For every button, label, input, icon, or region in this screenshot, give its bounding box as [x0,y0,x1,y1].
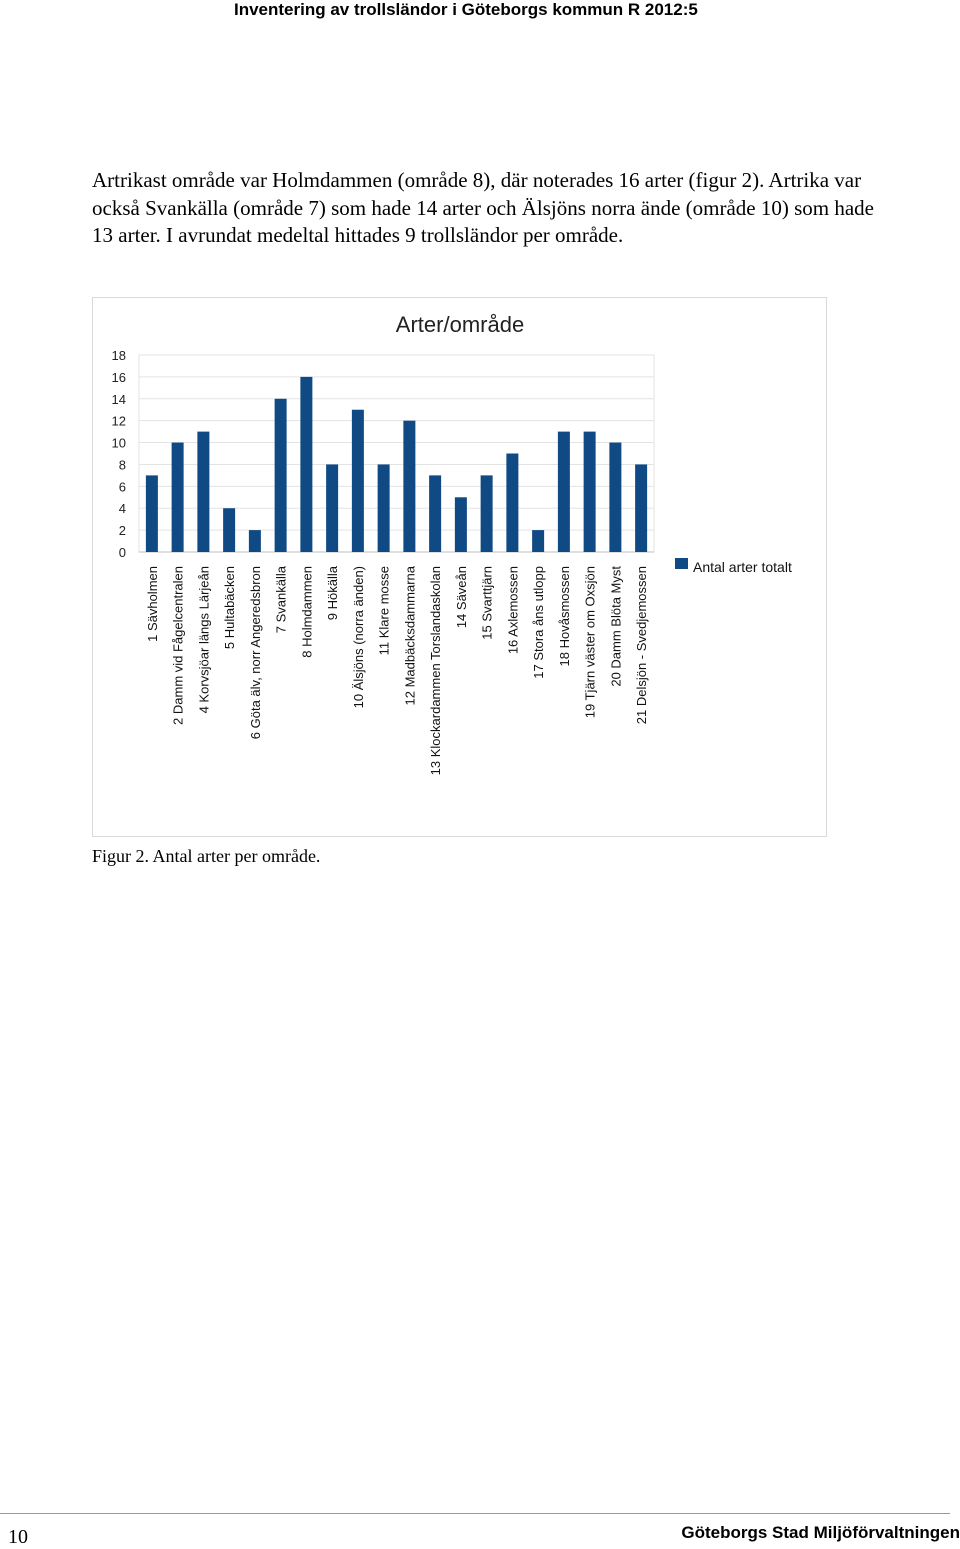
bar [481,475,493,552]
x-tick-label: 16 Axlemossen [505,566,521,655]
y-tick-label: 4 [118,501,126,517]
bar [584,432,596,552]
figure-caption: Figur 2. Antal arter per område. [92,846,321,866]
body-paragraph: Artrikast område var Holmdammen (område 8), där noterades 16 arter (figur 2). Artrika var också Svankälla (område 7) som hade 14 arter och Älsjöns norra ände (område 10) som hade 13 arter. I avrundat medeltal hittades 9 trollsländor per område. [92,168,874,247]
bar [352,410,364,552]
x-tick-label: 17 Stora åns utlopp [531,566,547,679]
x-tick-label: 11 Klare mosse [376,566,392,656]
bar [609,443,621,552]
x-tick-label: 6 Göta älv, norr Angeredsbron [247,566,263,740]
chart-container [92,297,827,837]
x-tick-label: 20 Damm Blöta Myst [608,566,624,687]
plot-area [139,355,654,552]
x-tick-label: 2 Damm vid Fågelcentralen [170,566,186,725]
footer-divider [0,1513,950,1514]
x-tick-label: 1 Sävholmen [144,566,160,642]
x-tick-label: 15 Svarttjärn [479,566,495,640]
bar [223,508,235,552]
x-tick-label: 18 Hovåsmossen [556,566,572,667]
x-tick-label: 7 Svankälla [273,566,289,634]
bar [275,399,287,552]
bar [146,475,158,552]
bar [172,443,184,552]
bar [506,454,518,553]
footer-organization: Göteborgs Stad Miljöförvaltningen [681,1523,960,1542]
y-tick-label: 16 [111,369,126,385]
y-tick-label: 8 [118,457,126,473]
chart-title: Arter/område [395,312,525,337]
y-tick-label: 12 [111,413,126,429]
y-tick-label: 10 [111,435,126,451]
y-tick-label: 0 [118,545,126,560]
x-tick-label: 10 Älsjöns (norra änden) [350,566,366,709]
legend-swatch [675,558,688,569]
x-tick-label: 9 Hökälla [325,566,341,621]
bar [197,432,209,552]
x-tick-label: 21 Delsjön - Svedjemossen [634,566,650,725]
running-header: Inventering av trollsländor i Göteborgs kommun R 2012:5 [234,0,698,19]
bar [403,421,415,552]
x-tick-label: 8 Holmdammen [299,566,315,658]
bar [532,530,544,552]
bar [378,464,390,552]
page-number: 10 [8,1526,28,1548]
x-tick-label: 14 Säveån [453,566,469,629]
legend-label: Antal arter totalt [693,559,792,575]
bar [429,475,441,552]
x-tick-label: 13 Klockardammen Torslandaskolan [428,566,444,776]
bar [455,497,467,552]
bar [249,530,261,552]
x-tick-label: 5 Hultabäcken [222,566,238,650]
bar [300,377,312,552]
y-tick-label: 18 [111,348,126,363]
bar [326,464,338,552]
bar [558,432,570,552]
x-tick-label: 19 Tjärn väster om Oxsjön [582,566,598,719]
y-tick-label: 14 [111,391,126,407]
x-tick-label: 4 Korvsjöar längs Lärjeån [196,566,212,714]
bar [635,464,647,552]
x-tick-label: 12 Madbäcksdammarna [402,566,418,706]
y-tick-label: 2 [118,523,126,539]
bar-chart [93,298,828,838]
y-tick-label: 6 [118,479,126,495]
